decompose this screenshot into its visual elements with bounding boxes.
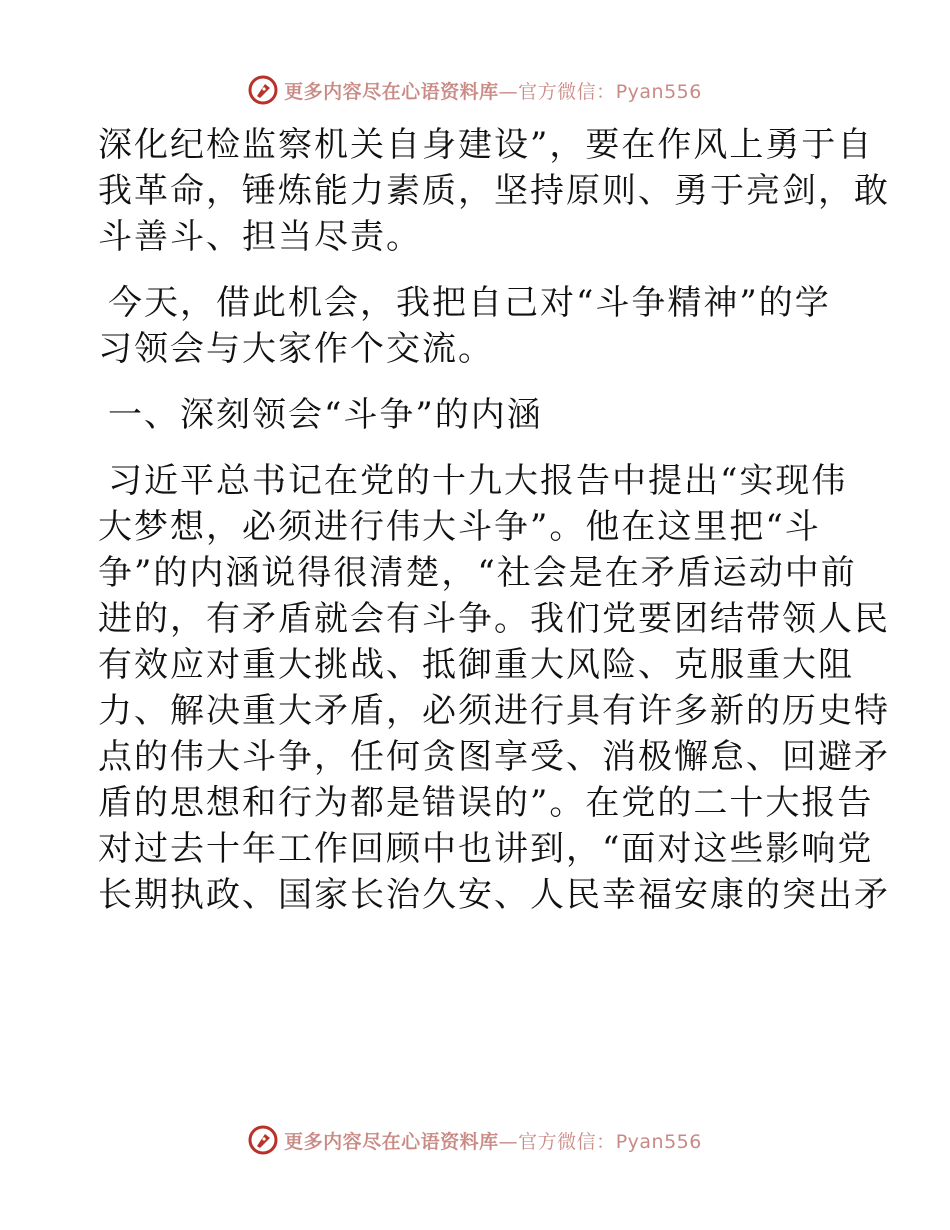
footer-banner [0,1120,950,1160]
text-line: 盾的思想和行为都是错误的”。在党的二十大报告 [98,783,874,823]
text-line: 斗善斗、担当尽责。 [98,217,422,257]
header-wechat-label: 官方微信： [518,80,616,103]
text-line: 有效应对重大挑战、抵御重大风险、克服重大阻 [98,645,854,685]
footer-banner-text [284,1127,702,1154]
paragraph-4 [98,458,890,918]
paragraph-1 [98,122,890,260]
footer-wechat-id: Pyan556 [615,1130,702,1153]
header-separator: — [498,80,519,103]
text-line: 进的，有矛盾就会有斗争。我们党要团结带领人民 [98,599,890,639]
text-line: 今天，借此机会，我把自己对“斗争精神”的学 [108,283,831,323]
text-line: 深化纪检监察机关自身建设”，要在作风上勇于自 [98,125,874,165]
text-line: 力、解决重大矛盾，必须进行具有许多新的历史特 [98,691,890,731]
document-body [98,122,890,918]
header-library-text: 更多内容尽在心语资料库 [284,80,499,103]
footer-separator: — [498,1130,519,1153]
text-line: 点的伟大斗争，任何贪图享受、消极懈怠、回避矛 [98,737,890,777]
text-line: 对过去十年工作回顾中也讲到，“面对这些影响党 [98,829,874,869]
footer-library-text: 更多内容尽在心语资料库 [284,1130,499,1153]
pen-nib-logo-icon [248,75,278,105]
heading-text: 一、深刻领会“斗争”的内涵 [108,395,543,435]
text-line: 争”的内涵说得很清楚，“社会是在矛盾运动中前 [98,553,857,593]
text-line: 习近平总书记在党的十九大报告中提出“实现伟 [108,461,848,501]
header-wechat-id: Pyan556 [615,80,702,103]
pen-nib-logo-icon [248,1125,278,1155]
footer-wechat-label: 官方微信： [518,1130,616,1153]
header-banner-text [284,77,702,104]
text-line: 我革命，锤炼能力素质，坚持原则、勇于亮剑，敢 [98,171,890,211]
text-line: 大梦想，必须进行伟大斗争”。他在这里把“斗 [98,507,821,547]
paragraph-2 [98,280,858,372]
section-heading [98,392,858,438]
header-banner [0,70,950,110]
text-line: 习领会与大家作个交流。 [98,329,494,369]
text-line: 长期执政、国家长治久安、人民幸福安康的突出矛 [98,875,890,915]
